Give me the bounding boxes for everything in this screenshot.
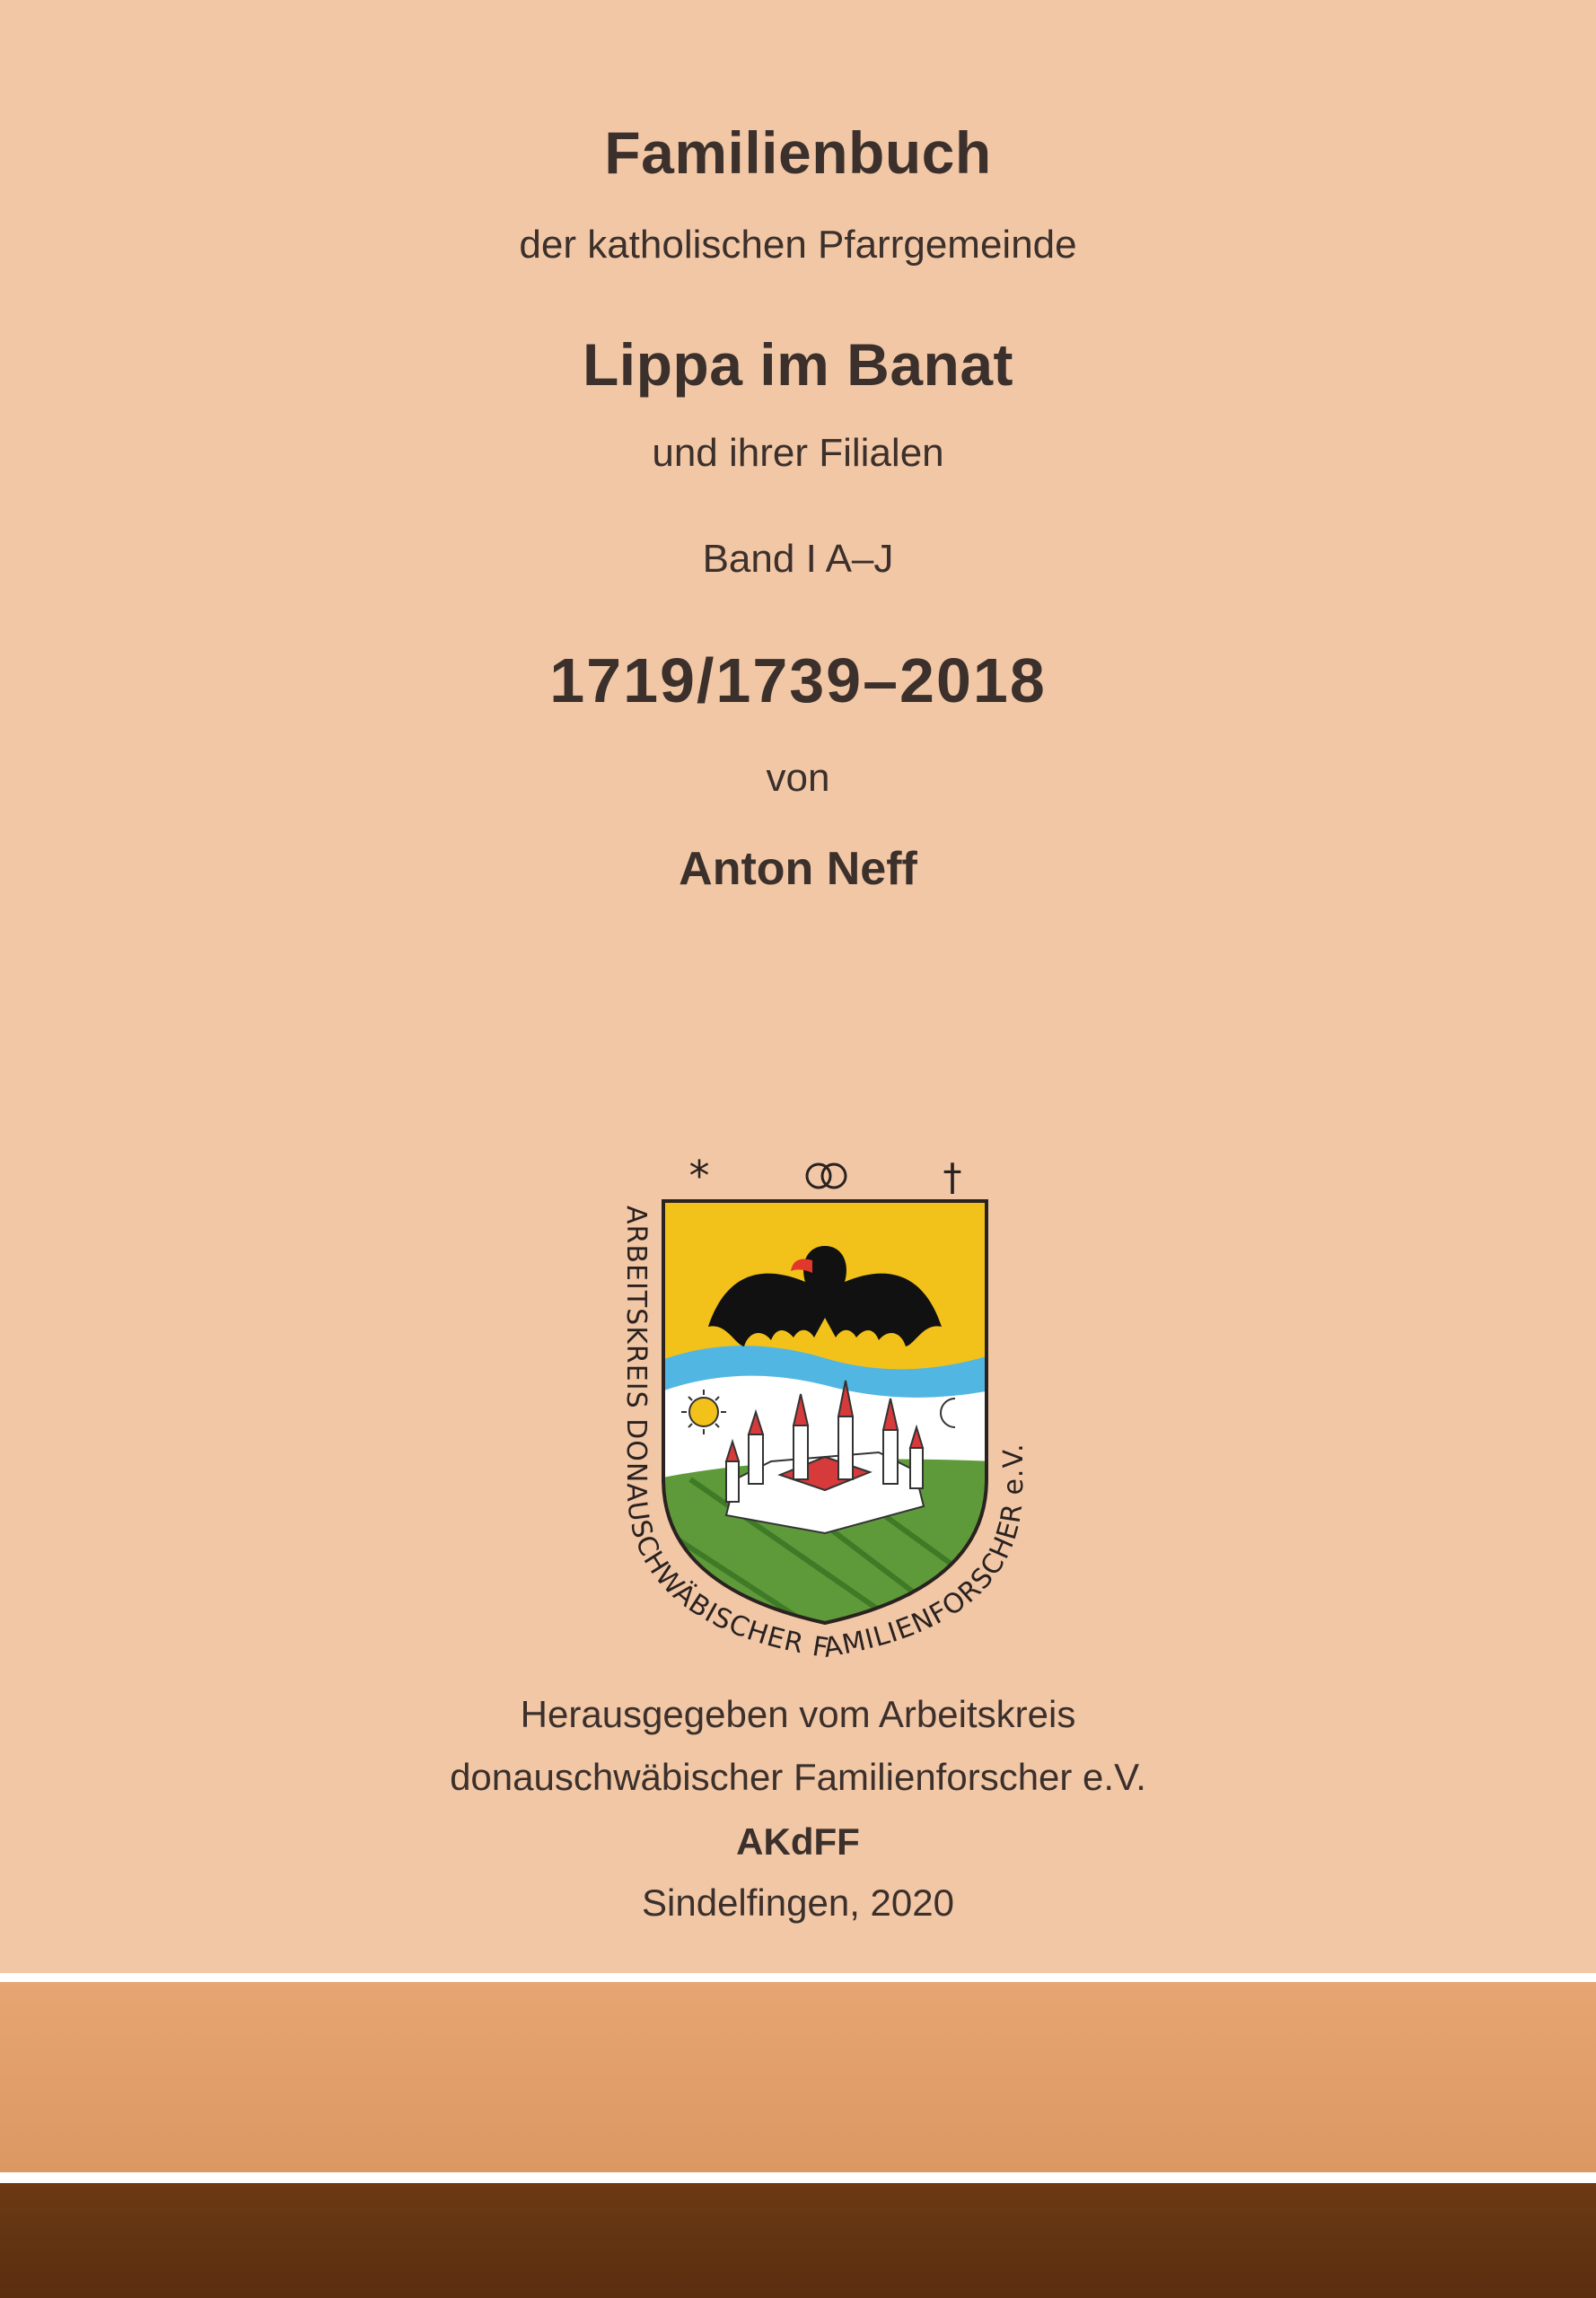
death-cross-icon: † <box>943 1155 962 1199</box>
brown-band <box>0 2183 1596 2298</box>
by-label: von <box>766 756 830 800</box>
subtitle-filialen: und ihrer Filialen <box>652 431 944 475</box>
publisher-abbr: AKdFF <box>736 1820 860 1863</box>
publisher-place-year: Sindelfingen, 2020 <box>642 1881 954 1924</box>
coat-of-arms-shield <box>654 1192 995 1641</box>
wedding-rings-icon <box>807 1164 846 1188</box>
volume-label: Band I A–J <box>702 537 894 581</box>
book-title: Familienbuch <box>604 119 992 186</box>
publisher-line2: donauschwäbischer Familienforscher e.V. <box>450 1756 1146 1798</box>
divider-stripe-top <box>0 1973 1596 1982</box>
divider-stripe-bottom <box>0 2172 1596 2183</box>
emblem-ring-text: ARBEITSKREIS DONAUSCHWÄBISCHER FAMILIENFORSCHER e.V. <box>619 1206 1030 1664</box>
publisher-line1: Herausgegeben vom Arbeitskreis <box>520 1693 1076 1735</box>
orange-band <box>0 1982 1596 2172</box>
subtitle-parish: der katholischen Pfarrgemeinde <box>519 223 1077 267</box>
place-title: Lippa im Banat <box>582 331 1014 398</box>
birth-star-icon: * <box>688 1152 710 1200</box>
akdff-emblem-logo <box>601 1138 1049 1686</box>
author-name: Anton Neff <box>679 843 917 895</box>
year-range: 1719/1739–2018 <box>549 645 1047 715</box>
